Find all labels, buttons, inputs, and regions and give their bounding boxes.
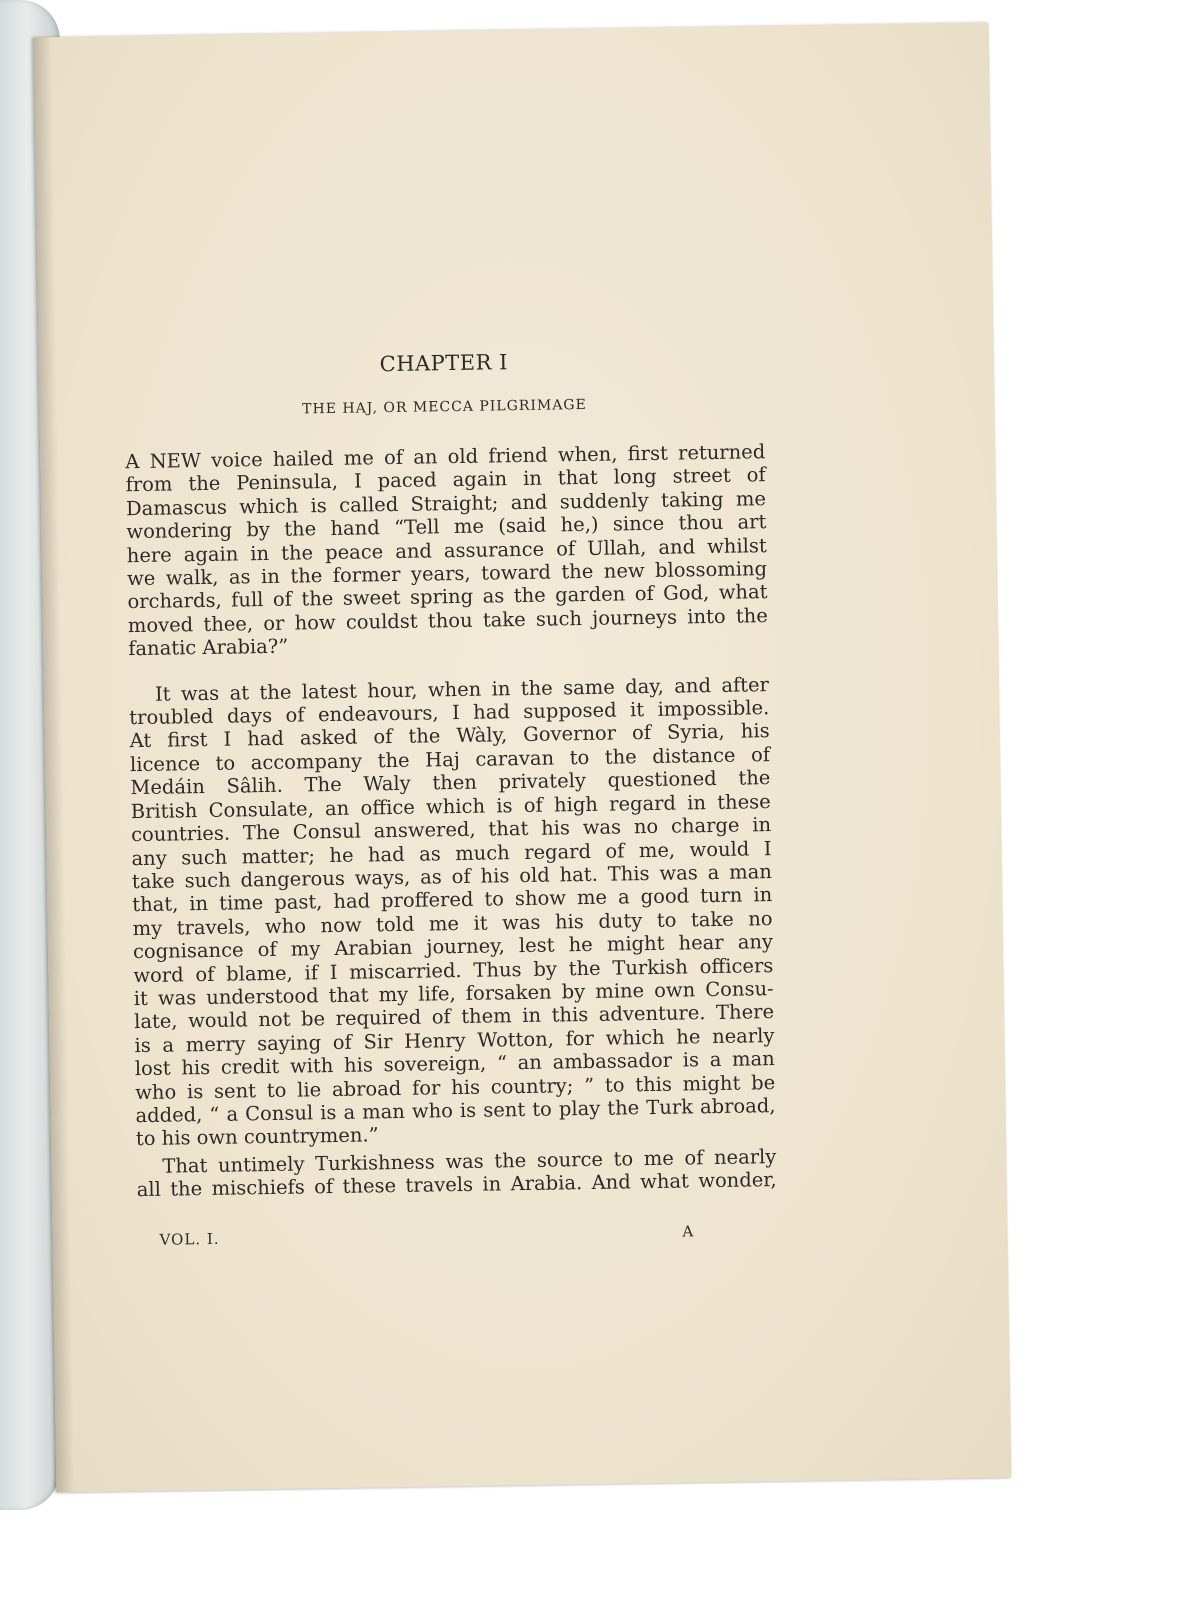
text-line: licence to accompany the Haj caravan to the distance of <box>129 742 771 777</box>
text-line: Damascus which is called Straight; and suddenly taking me <box>125 486 767 521</box>
chapter-title: CHAPTER I <box>379 350 509 377</box>
text-line: that, in time past, had proffered to show me a good turn in <box>132 883 773 917</box>
paragraph-1 <box>125 440 768 661</box>
text-line: orchards, full of the sweet spring as the garden of God, what <box>127 580 768 614</box>
text-line: countries. The Consul answered, that his was no charge in <box>130 813 772 847</box>
text-line: we walk, as in the former years, toward the new blossoming <box>126 557 768 591</box>
text-line: my travels, who now told me it was his duty to take no <box>132 906 773 940</box>
text-line: A NEW voice hailed me of an old friend when, first returned <box>125 440 766 474</box>
text-line: is a merry saying of Sir Henry Wotton, for which he nearly <box>134 1023 775 1057</box>
page-content <box>124 346 777 1249</box>
text-line: cognisance of my Arabian journey, lest he might hear any <box>132 930 774 964</box>
text-line: At first I had asked of the Wàly, Governor of Syria, his <box>129 719 770 753</box>
text-line: British Consulate, an office which is of high regard in these <box>130 789 771 823</box>
text-line: It was at the latest hour, when in the same day, and after <box>154 672 770 706</box>
paragraph-3 <box>136 1145 777 1202</box>
chapter-subtitle: THE HAJ, OR MECCA PILGRIMAGE <box>302 396 587 418</box>
book-page <box>34 23 1012 1493</box>
paragraph-2 <box>129 673 776 1151</box>
text-line: lost his credit with his sovereign, “ an ambassador is a man <box>134 1047 775 1081</box>
text-line: take such dangerous ways, as of his old hat. This was a man <box>131 860 773 894</box>
text-line: word of blame, if I miscarried. Thus by the Turkish officers <box>133 953 774 987</box>
text-line: added, “ a Consul is a man who is sent to play the Turk abroad, <box>135 1094 776 1128</box>
text-line: troubled days of endeavours, I had supposed it impossible. <box>129 696 770 730</box>
text-line: all the mischiefs of these travels in Arabia. And what wonder, <box>136 1168 777 1202</box>
text-line: here again in the peace and assurance of Ullah, and whilst <box>126 533 767 567</box>
page-footer <box>137 1221 777 1249</box>
text-line: moved thee, or how couldst thou take such journeys into the <box>127 603 768 638</box>
volume-signature: VOL. I. <box>159 1229 220 1249</box>
text-line: to his own countrymen.” <box>135 1123 379 1151</box>
text-line: Medáin Sâlih. The Waly then privately questioned the <box>130 766 771 800</box>
text-line: any such matter; he had as much regard of me, would I <box>131 836 772 870</box>
text-line: from the Peninsula, I paced again in that long street of <box>125 463 766 497</box>
signature-mark: A <box>682 1222 695 1241</box>
text-line: That untimely Turkishness was the source to me of nearly <box>162 1144 777 1178</box>
text-line: who is sent to lie abroad for his country; ” to this might be <box>135 1070 776 1104</box>
text-line: fanatic Arabia?” <box>128 634 289 661</box>
text-line: late, would not be required of them in this adventure. There <box>133 1000 775 1034</box>
text-line: wondering by the hand “Tell me (said he,) since thou art <box>126 510 767 544</box>
text-line: it was understood that my life, forsaken by mine own Consu- <box>133 977 774 1011</box>
